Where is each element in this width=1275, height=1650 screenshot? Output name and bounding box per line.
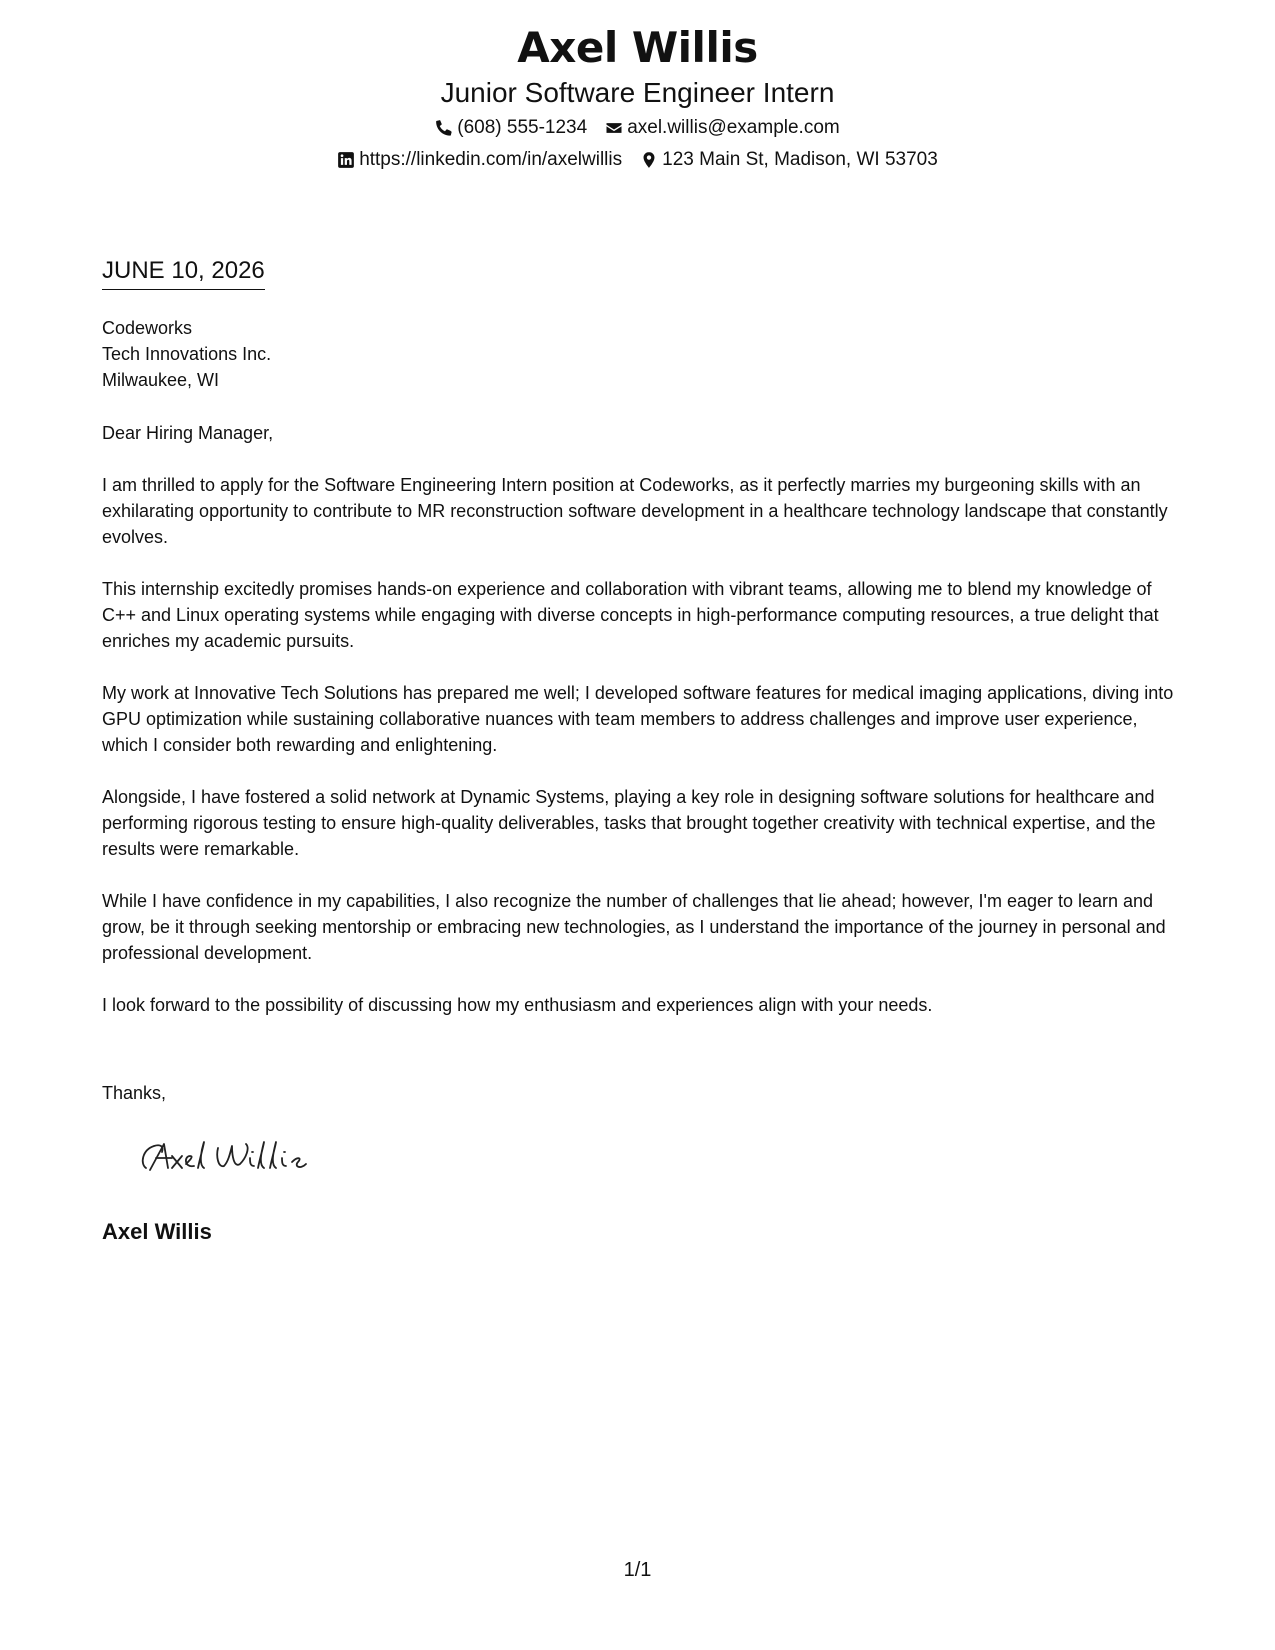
body-paragraph: While I have confidence in my capabilities, I also recognize the number of challenges that lie ahead; however, I'm eager to learn and grow, be it through seeking mentorship or embracing new technologies, as I understand the importance of the journey in personal and professional development.	[102, 891, 1166, 963]
linkedin-url: https://linkedin.com/in/axelwillis	[359, 149, 623, 170]
contact-address	[640, 149, 938, 171]
contact-email	[605, 117, 840, 139]
contact-row-secondary	[0, 149, 1275, 171]
contact-row-primary	[0, 117, 1275, 139]
letter-header	[0, 18, 1275, 171]
body-paragraph: My work at Innovative Tech Solutions has prepared me well; I developed software features for medical imaging applications, diving into GPU optimization while sustaining collaborative nuances with team members to address challenges and improve user experience, which I consider both rewarding and enlightening.	[102, 683, 1174, 755]
letter-body	[102, 420, 1177, 1044]
body-paragraph: I look forward to the possibility of discussing how my enthusiasm and experiences align with your needs.	[102, 995, 933, 1015]
salutation: Dear Hiring Manager,	[102, 423, 274, 443]
applicant-title: Junior Software Engineer Intern	[440, 77, 835, 108]
body-paragraph: This internship excitedly promises hands-on experience and collaboration with vibrant teams, allowing me to blend my knowledge of C++ and Linux operating systems while engaging with diverse concepts in high-performance computing resources, a true delight that enriches my academic pursuits.	[102, 579, 1159, 651]
applicant-name: Axel Willis	[517, 23, 758, 72]
body-paragraph: I am thrilled to apply for the Software Engineering Intern position at Codeworks, as it perfectly marries my burgeoning skills with an exhilarating opportunity to contribute to MR reconstruction software development in a healthcare technology landscape that constantly evolves.	[102, 475, 1168, 547]
recipient-block	[102, 315, 271, 393]
contact-linkedin	[337, 149, 622, 171]
handwritten-signature	[132, 1134, 332, 1184]
phone-number: (608) 555-1234	[457, 117, 588, 138]
map-marker-icon	[640, 151, 658, 169]
recipient-company: Codeworks	[102, 318, 193, 338]
email-address: axel.willis@example.com	[627, 117, 840, 138]
recipient-location: Milwaukee, WI	[102, 370, 220, 390]
signer-name: Axel Willis	[102, 1219, 212, 1244]
recipient-organization: Tech Innovations Inc.	[102, 344, 272, 364]
envelope-icon	[605, 119, 623, 137]
phone-icon	[435, 119, 453, 137]
linkedin-icon	[337, 151, 355, 169]
letter-date: JUNE 10, 2026	[102, 256, 265, 290]
contact-phone	[435, 117, 587, 139]
body-paragraph: Alongside, I have fostered a solid network at Dynamic Systems, playing a key role in designing software solutions for healthcare and performing rigorous testing to ensure high-quality deliverables, tasks that brought together creativity with technical expertise, and the results were remarkable.	[102, 787, 1156, 859]
page-number: 1/1	[623, 1559, 652, 1581]
closing: Thanks,	[102, 1083, 167, 1103]
street-address: 123 Main St, Madison, WI 53703	[662, 149, 938, 170]
